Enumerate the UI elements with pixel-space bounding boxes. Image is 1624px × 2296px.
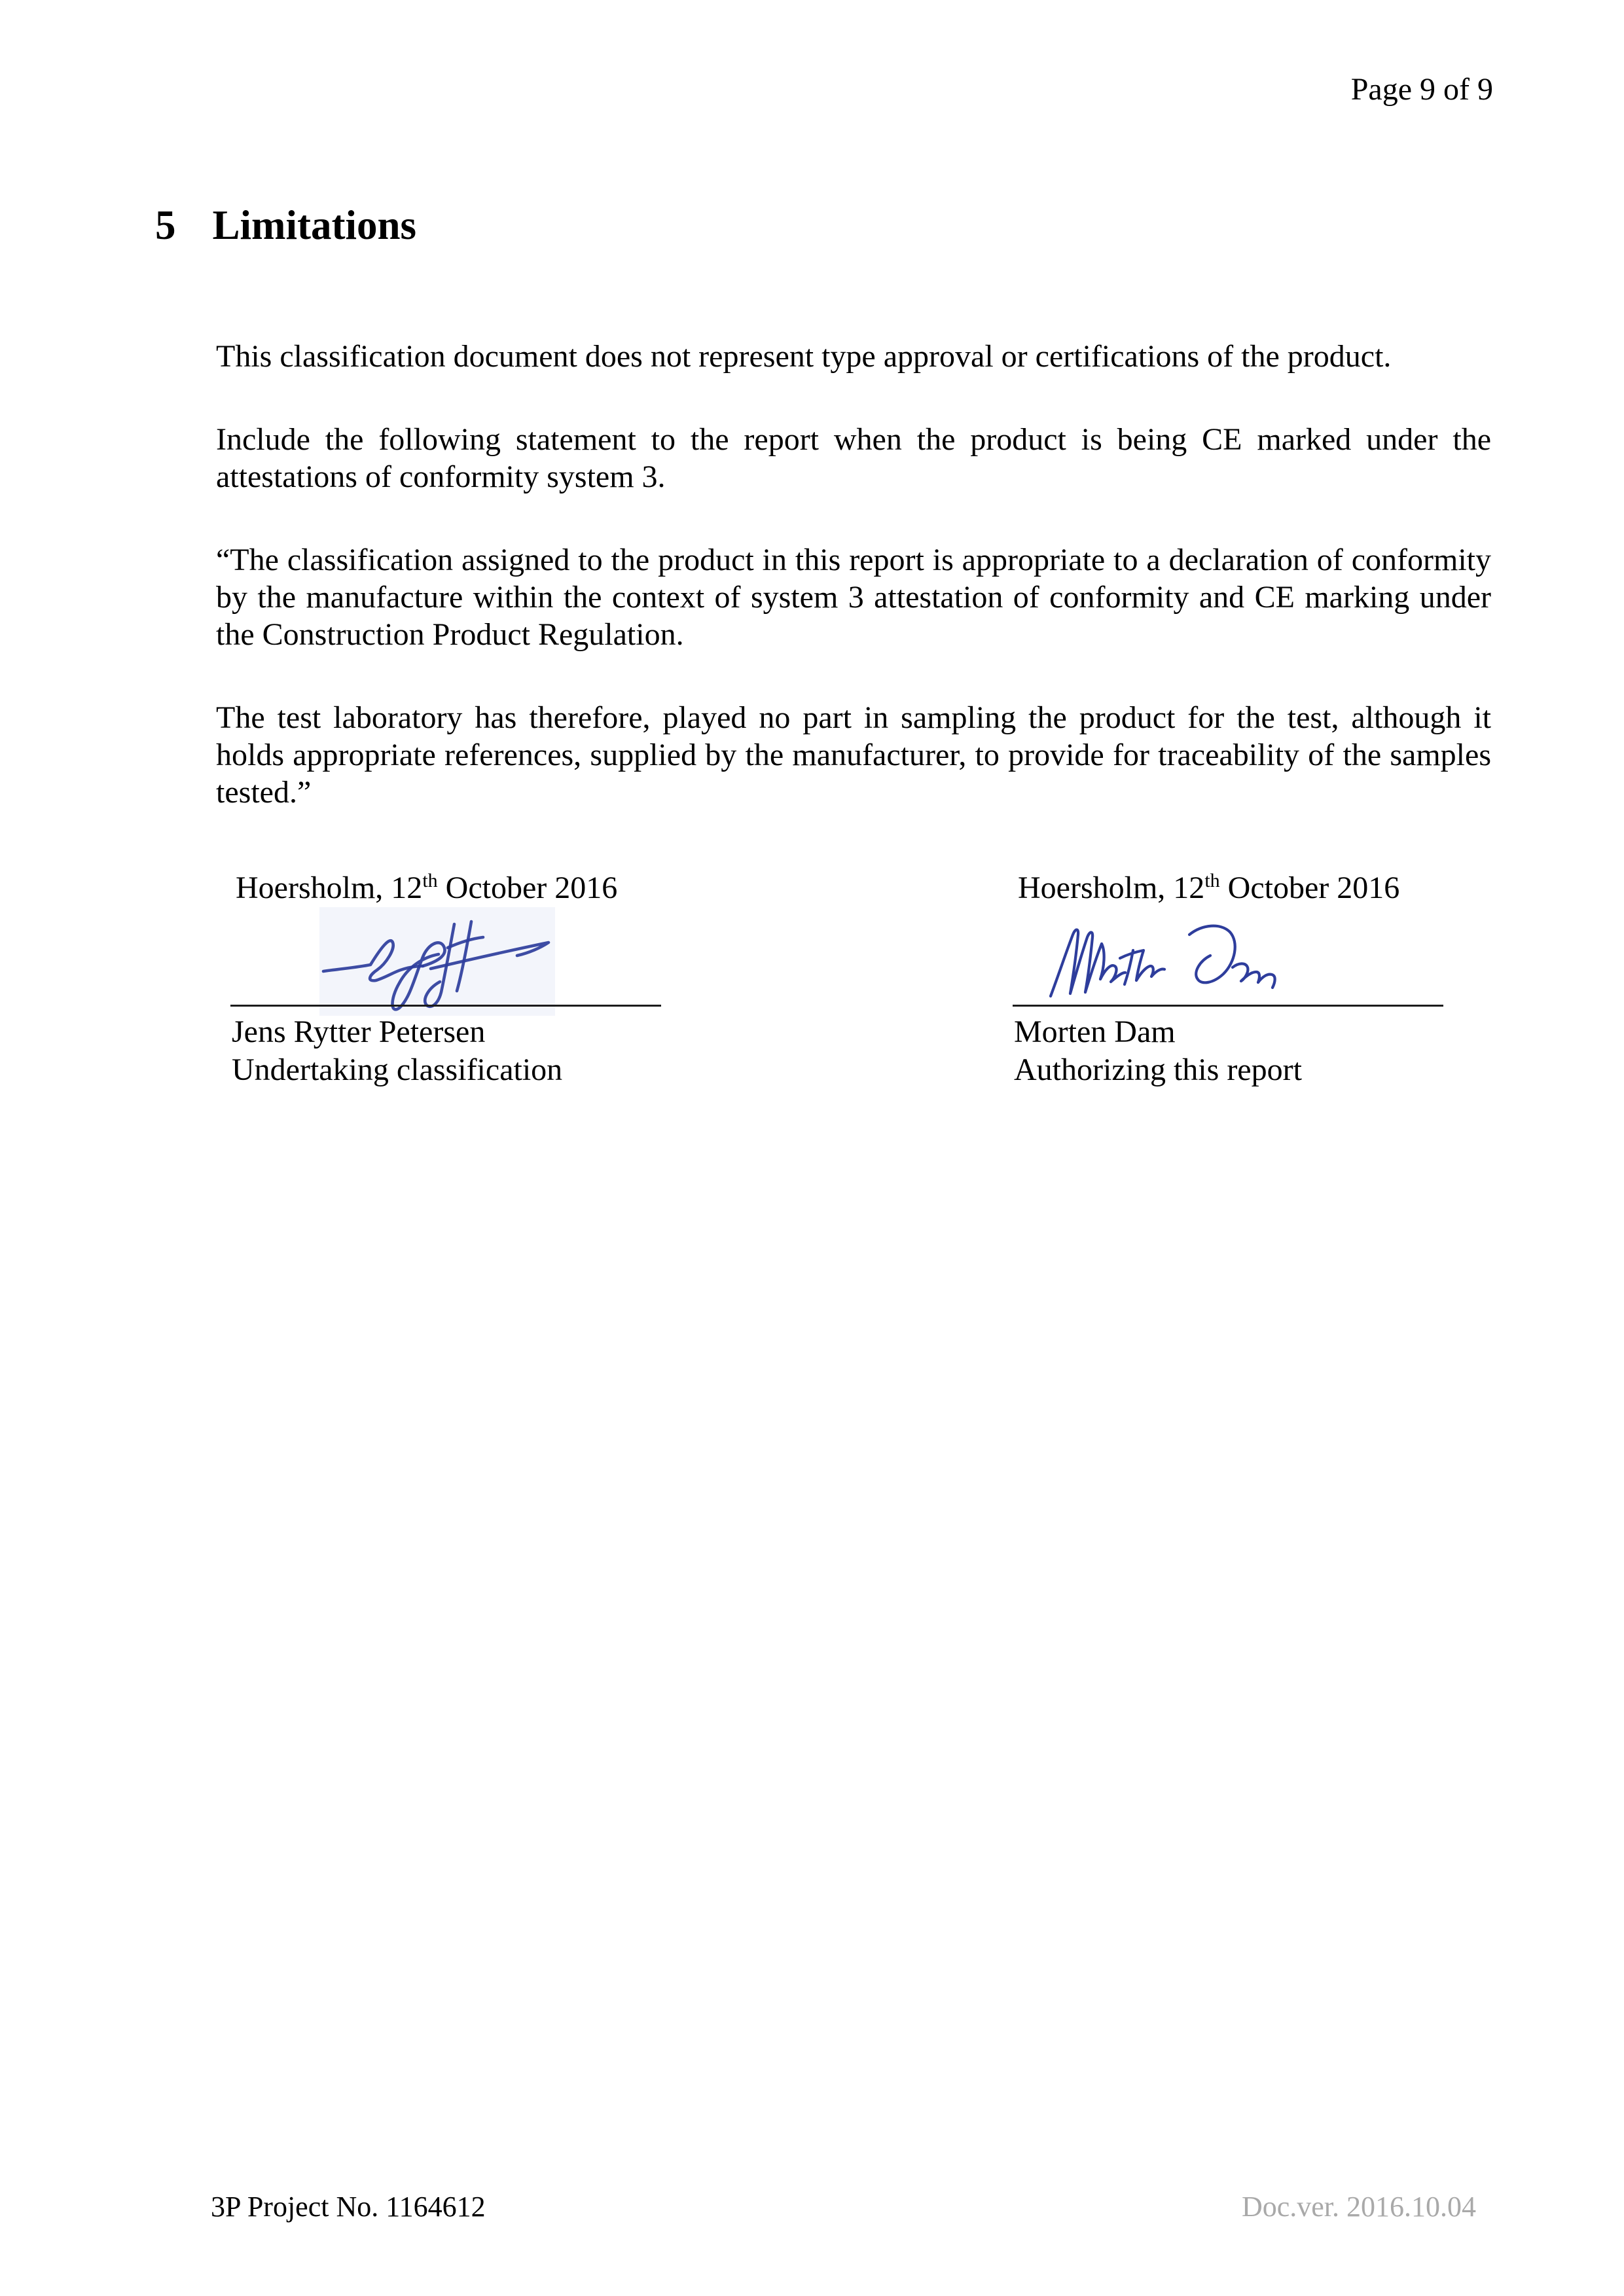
section-title: Limitations [212,202,417,248]
paragraph-1: This classification document does not represent type approval or certifications of the product. [216,339,1392,374]
signature-image-jens-rytter-petersen [319,907,555,1016]
page-number: Page 9 of 9 [1350,72,1493,107]
footer-project-number: 3P Project No. 1164612 [211,2191,486,2223]
handwritten-signature-icon [319,907,555,1016]
date-ordinal: th [422,870,438,891]
date-city: Hoersholm, 12 [236,870,423,905]
signature-section [0,857,1624,1106]
section-number: 5 [155,202,176,248]
paragraph-2: Include the following statement to the report when the product is being CE marked under the attestations of conformity system 3. [216,422,1491,494]
handwritten-signature-icon [1041,914,1310,1014]
paragraph-3: “The classification assigned to the product in this report is appropriate to a declaration of conformity by the manufacture within the context of system 3 attestation of conformity and CE marking under the Construction Product Regulation. [216,543,1491,652]
signature-date-left [216,869,617,906]
signature-image-morten-dam [1041,914,1310,1014]
signature-block-left [216,857,674,1106]
section-heading [155,202,416,249]
signature-block-right [998,857,1456,1106]
date-city: Hoersholm, 12 [1018,870,1205,905]
signer-role: Undertaking classification [232,1052,563,1087]
signature-date-right [998,869,1399,906]
paragraph-4: The test laboratory has therefore, played no part in sampling the product for the test, although it holds appropriate references, supplied by the manufacturer, to provide for traceability of the samples tested.” [216,700,1491,810]
signer-name: Morten Dam [1014,1014,1176,1049]
signature-line [1013,1005,1443,1007]
body-text [216,338,1491,857]
signer-name: Jens Rytter Petersen [232,1014,486,1049]
footer-doc-version: Doc.ver. 2016.10.04 [1241,2191,1476,2223]
date-rest: October 2016 [437,870,618,905]
signature-line [230,1005,661,1007]
date-ordinal: th [1204,870,1220,891]
date-rest: October 2016 [1219,870,1400,905]
signer-role: Authorizing this report [1014,1052,1302,1087]
